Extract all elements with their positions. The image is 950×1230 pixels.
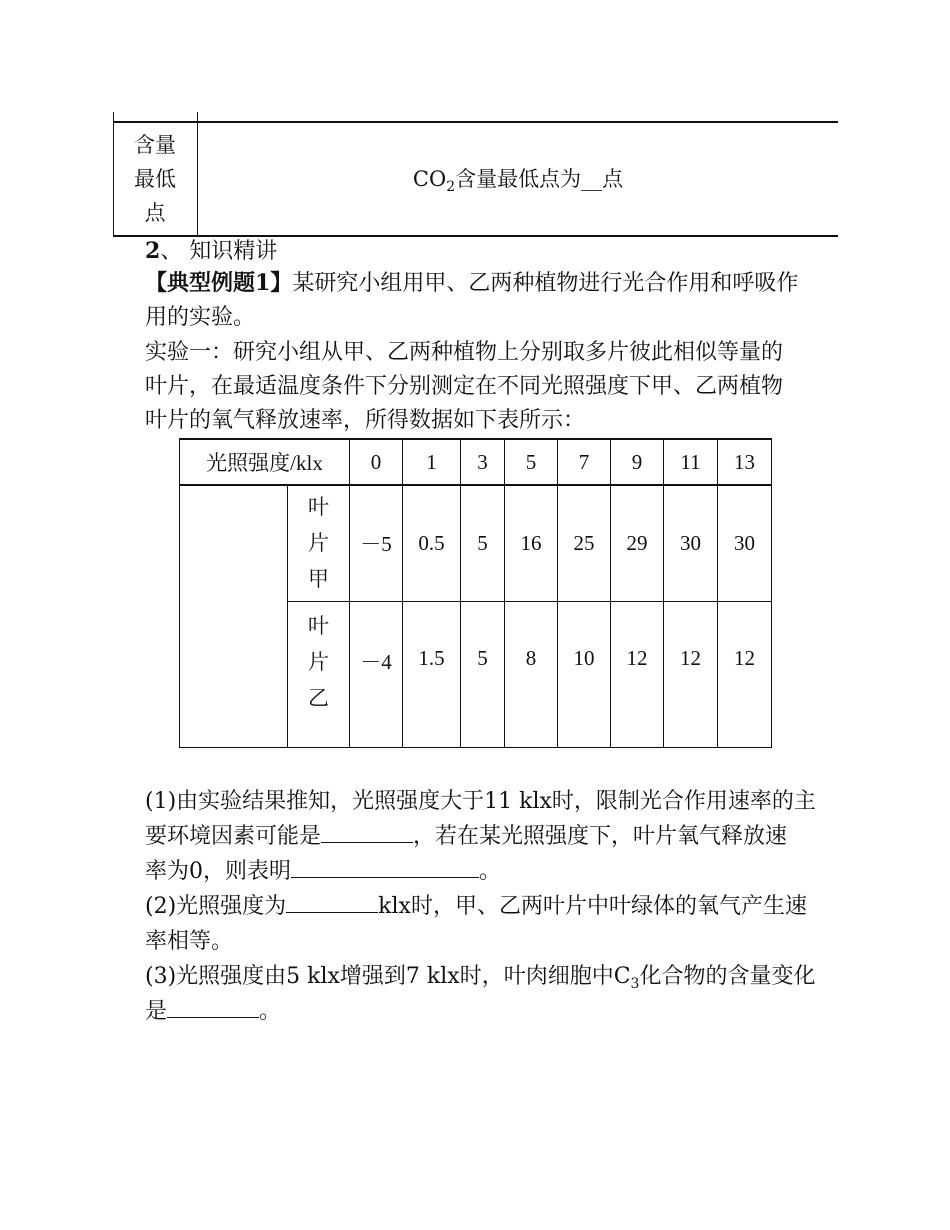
leaf-a-value: 25 xyxy=(558,485,611,601)
section-number: 2 xyxy=(145,238,161,264)
intensity-header: 0 xyxy=(350,439,403,485)
question-2-line-2: 率相等。 xyxy=(145,929,234,954)
intensity-header: 11 xyxy=(664,439,718,485)
intensity-header: 5 xyxy=(505,439,558,485)
answer-blank-3[interactable] xyxy=(286,892,378,913)
empty-group-cell xyxy=(180,485,288,747)
table-row-leaf-a xyxy=(180,485,772,601)
answer-blank-1[interactable] xyxy=(321,822,413,843)
experiment-line-3: 叶片的氧气释放速率，所得数据如下表所示： xyxy=(145,408,586,433)
leaf-a-value: 30 xyxy=(718,485,772,601)
header-label: 光照强度/klx xyxy=(180,439,350,485)
intensity-header: 13 xyxy=(718,439,772,485)
answer-blank-4[interactable] xyxy=(167,997,259,1018)
intensity-header: 1 xyxy=(403,439,461,485)
intensity-header: 9 xyxy=(611,439,664,485)
experiment-line-2: 叶片，在最适温度条件下分别测定在不同光照强度下甲、乙两植物 xyxy=(145,374,784,399)
section-heading xyxy=(145,235,277,268)
question-1-line-3: 率为0，则表明 。 xyxy=(145,859,502,884)
data-table xyxy=(179,438,772,748)
leaf-a-value: 0.5 xyxy=(403,485,461,601)
example-line-2: 用的实验。 xyxy=(145,305,256,330)
answer-blank-2[interactable] xyxy=(291,857,479,878)
leaf-a-value: 16 xyxy=(505,485,558,601)
intensity-header: 3 xyxy=(461,439,505,485)
leaf-a-value: 30 xyxy=(664,485,718,601)
leaf-b-value: 12 xyxy=(718,601,772,747)
question-3-line-1: (3)光照强度由5 klx增强到7 klx时，叶肉细胞中$C_3$化合物的含量变化 xyxy=(145,964,816,992)
question-1-line-1: (1)由实验结果推知，光照强度大于11 klx时，限制光合作用速率的主 xyxy=(145,789,816,814)
leaf-a-value: 29 xyxy=(611,485,664,601)
leaf-b-value: －4 xyxy=(350,601,403,747)
leaf-b-label: 叶 片 乙 xyxy=(288,601,350,747)
example-tag: 【典型例题1】 xyxy=(145,270,293,296)
leaf-a-label: 叶 片 甲 xyxy=(288,485,350,601)
leaf-b-value: 8 xyxy=(505,601,558,747)
row-label-line-2: 最低 xyxy=(134,167,176,191)
top-table-border-top xyxy=(113,121,838,123)
co2-lowest-point-text: $CO_2$含量最低点为__点 xyxy=(412,167,624,195)
header-row xyxy=(180,439,772,485)
leaf-b-value: 5 xyxy=(461,601,505,747)
row-label-line-1: 含量 xyxy=(134,133,176,157)
row-label-line-3: 点 xyxy=(144,201,166,225)
leaf-b-value: 1.5 xyxy=(403,601,461,747)
leaf-a-value: －5 xyxy=(350,485,403,601)
leaf-b-value: 12 xyxy=(611,601,664,747)
question-1-line-2: 要环境因素可能是 ，若在某光照强度下，叶片氧气释放速 xyxy=(145,824,788,849)
example-line-1: 【典型例题1】某研究小组用甲、乙两种植物进行光合作用和呼吸作 xyxy=(145,270,799,296)
intensity-header: 7 xyxy=(558,439,611,485)
section-title: 、 知识精讲 xyxy=(160,239,278,264)
leaf-b-value: 10 xyxy=(558,601,611,747)
question-2-line-1: (2)光照强度为 klx时，甲、乙两叶片中叶绿体的氧气产生速 xyxy=(145,894,807,919)
leaf-a-value: 5 xyxy=(461,485,505,601)
experiment-line-1: 实验一：研究小组从甲、乙两种植物上分别取多片彼此相似等量的 xyxy=(145,340,784,365)
question-3-line-2: 是 。 xyxy=(145,999,282,1024)
leaf-b-value: 12 xyxy=(664,601,718,747)
